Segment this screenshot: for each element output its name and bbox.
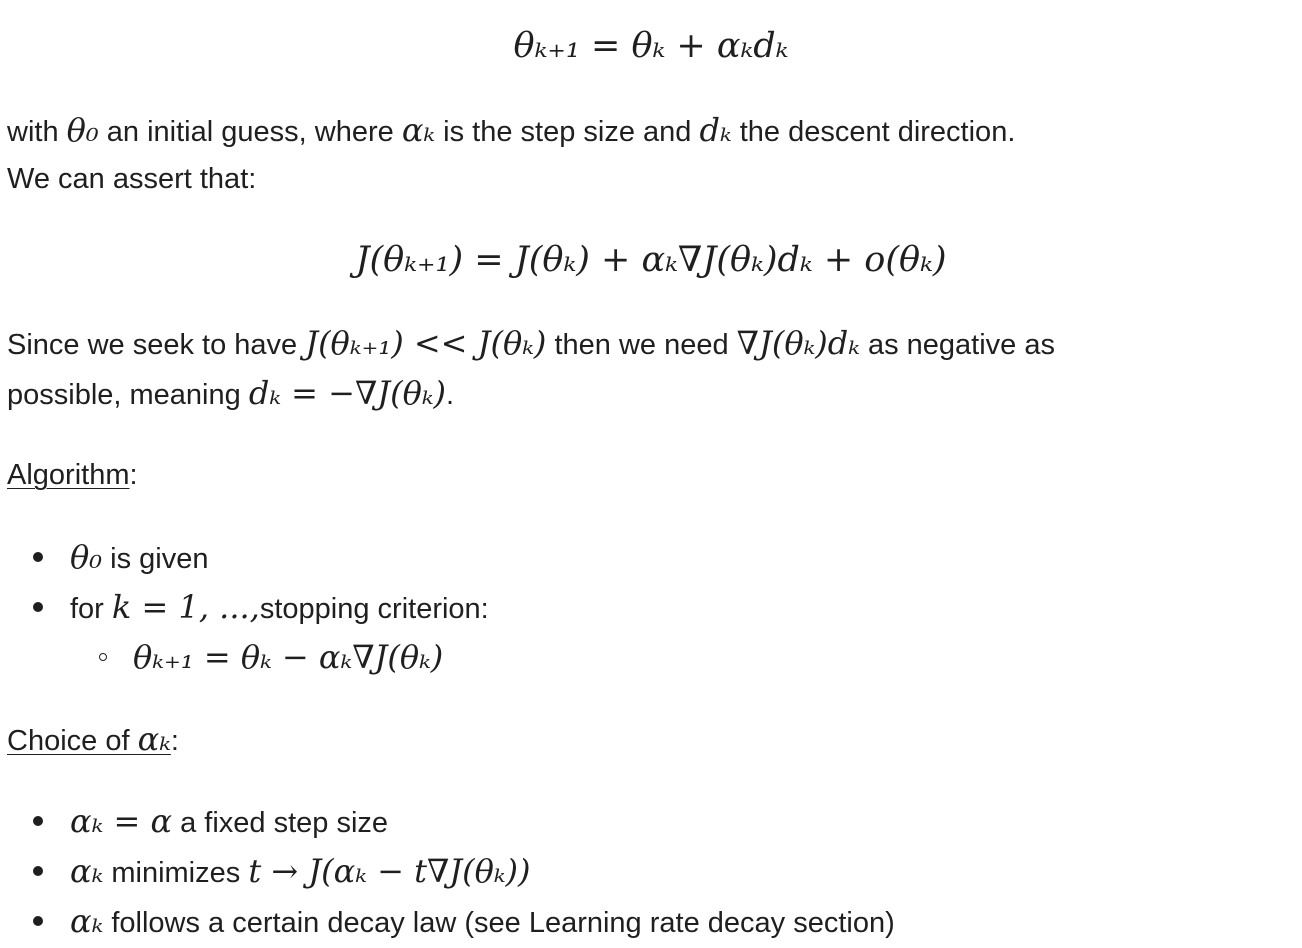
reasoning-line-2	[7, 373, 454, 415]
theta0-symbol: θ₀	[66, 111, 99, 149]
choice-item-2-text: minimizes	[111, 857, 241, 889]
bullet-dot	[33, 916, 43, 926]
algorithm-item-2-prefix: for	[70, 593, 104, 625]
bullet-dot	[33, 602, 43, 612]
taylor-equation: J(θₖ₊₁) = J(θₖ) + αₖ∇J(θₖ)dₖ + o(θₖ)	[355, 240, 947, 280]
algorithm-item-1-math: θ₀	[70, 538, 103, 576]
bullet-dot	[33, 816, 43, 826]
intro-direction: the descent direction.	[739, 116, 1016, 148]
algorithm-item-1	[70, 537, 208, 579]
intro-line	[7, 110, 1015, 152]
sub-bullet-circle	[99, 653, 107, 661]
choice-heading-label	[7, 720, 171, 758]
reasoning-line-1	[7, 323, 1055, 365]
intro-with: with	[7, 116, 59, 148]
reasoning-period: .	[446, 379, 455, 411]
algorithm-heading-label: Algorithm	[7, 459, 130, 491]
choice-heading-math: αₖ	[137, 720, 171, 758]
choice-item-1	[70, 801, 388, 843]
bullet-dot	[33, 552, 43, 562]
algorithm-heading-colon: :	[129, 459, 138, 491]
reasoning-possible: possible, meaning	[7, 379, 241, 411]
intro-step: is the step size and	[443, 116, 692, 148]
reasoning-since: Since we seek to have	[7, 329, 298, 361]
choice-item-1-text: a fixed step size	[180, 807, 389, 839]
choice-item-2	[70, 851, 531, 893]
algorithm-item-2-math: k = 1, ...,	[111, 588, 260, 626]
d-k-symbol: dₖ	[699, 111, 732, 149]
choice-item-2-math: αₖ	[70, 852, 104, 890]
reasoning-then: then we need	[554, 329, 729, 361]
algorithm-update-rule: θₖ₊₁ = θₖ − αₖ∇J(θₖ)	[133, 638, 444, 676]
direction-choice-expression: dₖ = −∇J(θₖ)	[248, 374, 447, 412]
assert-line: We can assert that:	[7, 163, 257, 195]
alpha-k-symbol: αₖ	[401, 111, 436, 149]
reasoning-negative: as negative as	[867, 329, 1055, 361]
algorithm-item-1-text: is given	[110, 543, 209, 575]
choice-item-3-text: follows a certain decay law (see Learning rate decay section)	[111, 907, 895, 939]
grad-d-expression: ∇J(θₖ)dₖ	[736, 324, 860, 362]
intro-guess: an initial guess, where	[106, 116, 394, 148]
update-equation: θₖ₊₁ = θₖ + αₖdₖ	[513, 26, 789, 66]
choice-heading	[7, 719, 179, 761]
choice-item-1-math: αₖ = α	[70, 802, 173, 840]
algorithm-item-2-text: stopping criterion:	[259, 593, 489, 625]
choice-item-3	[70, 901, 895, 943]
algorithm-item-2	[70, 587, 489, 629]
choice-item-3-math: αₖ	[70, 902, 104, 940]
bullet-dot	[33, 866, 43, 876]
algorithm-heading	[7, 455, 138, 495]
choice-heading-text: Choice of	[7, 725, 130, 757]
choice-item-2-expression: t → J(αₖ − t∇J(θₖ))	[248, 852, 531, 890]
choice-heading-colon: :	[170, 725, 179, 757]
algorithm-subitem	[133, 637, 443, 679]
inequality-expression: J(θₖ₊₁) << J(θₖ)	[305, 324, 547, 362]
